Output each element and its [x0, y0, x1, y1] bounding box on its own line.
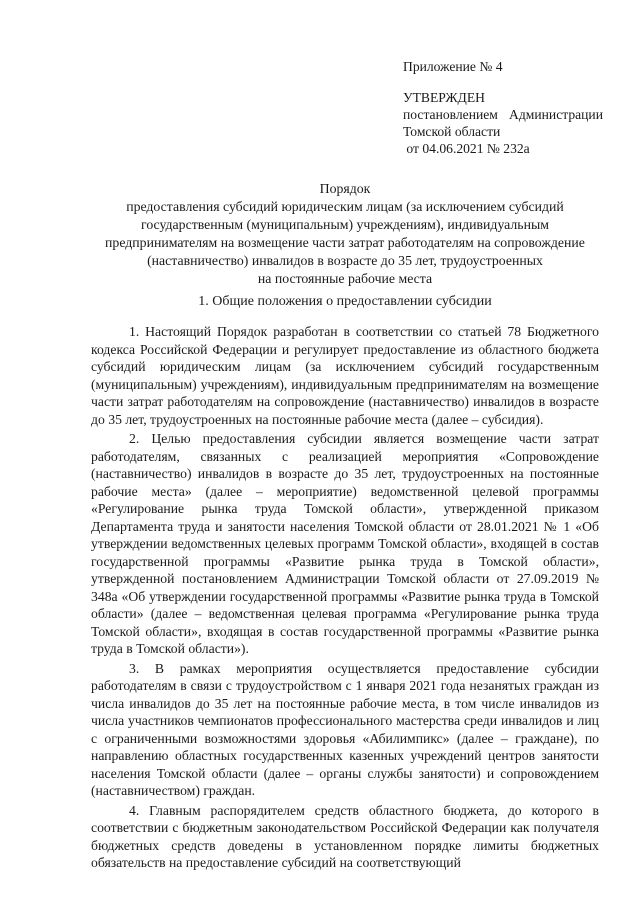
section-heading: 1. Общие положения о предоставлении субсидии — [198, 294, 492, 309]
paragraph-4: 4. Главным распорядителем средств областного бюджета, до которого в соответствии с бюджетным законодательством Российской Федерации как получателя бюджетных средств доведены в установленном порядке лимиты бюджетных обязательств на предоставление субсидий на соответствующий — [91, 802, 599, 870]
paragraph-3: 3. В рамках мероприятия осуществляется предоставление субсидии работодателям в связи с трудоустройством с 1 января 2021 года незанятых граждан из числа инвалидов до 35 лет на постоянные рабочие места, в том числе инвалидов из числа участников чемпионатов профессионального мастерства среди инвалидов и лиц с ограниченными возможностями здоровья «Абилимпикс» (далее – граждане), по направлению областных государственных казенных учреждений центров занятости населения Томской области (далее – органы службы занятости) и сопровождением (наставничеством) граждан. — [91, 660, 599, 798]
paragraph-1: 1. Настоящий Порядок разработан в соответствии со статьей 78 Бюджетного кодекса Российской Федерации и регулирует предоставление из областного бюджета субсидий юридическим лицам (за исключением субсидий государственным (муниципальным) учреждениям), индивидуальным предпринимателям на возмещение части затрат работодателям на сопровождение (наставничество) инвалидов в возрасте до 35 лет, трудоустроенных на постоянные рабочие места (далее – субсидия). — [91, 324, 599, 427]
approved-by-line: постановлением Администрации — [403, 107, 603, 122]
document-title — [90, 180, 600, 288]
body-text — [91, 323, 599, 872]
approval-date: от 04.06.2021 № 232а — [403, 141, 530, 156]
title-heading: Порядок — [319, 181, 371, 196]
title-line: на постоянные рабочие места — [257, 271, 433, 286]
approved-stamp: УТВЕРЖДЕН — [403, 90, 485, 105]
appendix-number: Приложение № 4 — [403, 59, 503, 74]
approved-by-region: Томской области — [403, 124, 501, 139]
paragraph-2: 2. Целью предоставления субсидии является возмещение части затрат работодателям, связанных с реализацией мероприятия «Сопровождение (наставничество) инвалидов в возрасте до 35 лет, трудоустроенных на постоянные рабочие места» (далее – мероприятие) ведомственной целевой программы «Регулирование рынка труда Томской области», утвержденной приказом Департамента труда и занятости населения Томской области от 28.01.2021 № 1 «Об утверждении ведомственных целевых программ Томской области», входящей в состав государственной программы «Развитие рынка труда в Томской области», утвержденной постановлением Администрации Томской области от 27.09.2019 № 348а «Об утверждении государственной программы «Развитие рынка труда в Томской области» (далее – ведомственная целевая программа «Регулирование рынка труда Томской области», входящая в состав государственной программы «Развитие рынка труда в Томской области»). — [91, 431, 599, 656]
title-line: государственным (муниципальным) учреждениям), индивидуальным — [141, 217, 549, 232]
title-line: предпринимателям на возмещение части затрат работодателям на сопровождение — [105, 235, 585, 250]
title-line: (наставничество) инвалидов в возрасте до 35 лет, трудоустроенных — [147, 253, 543, 268]
title-line: предоставления субсидий юридическим лицам (за исключением субсидий — [126, 199, 564, 214]
approval-block — [403, 58, 603, 157]
